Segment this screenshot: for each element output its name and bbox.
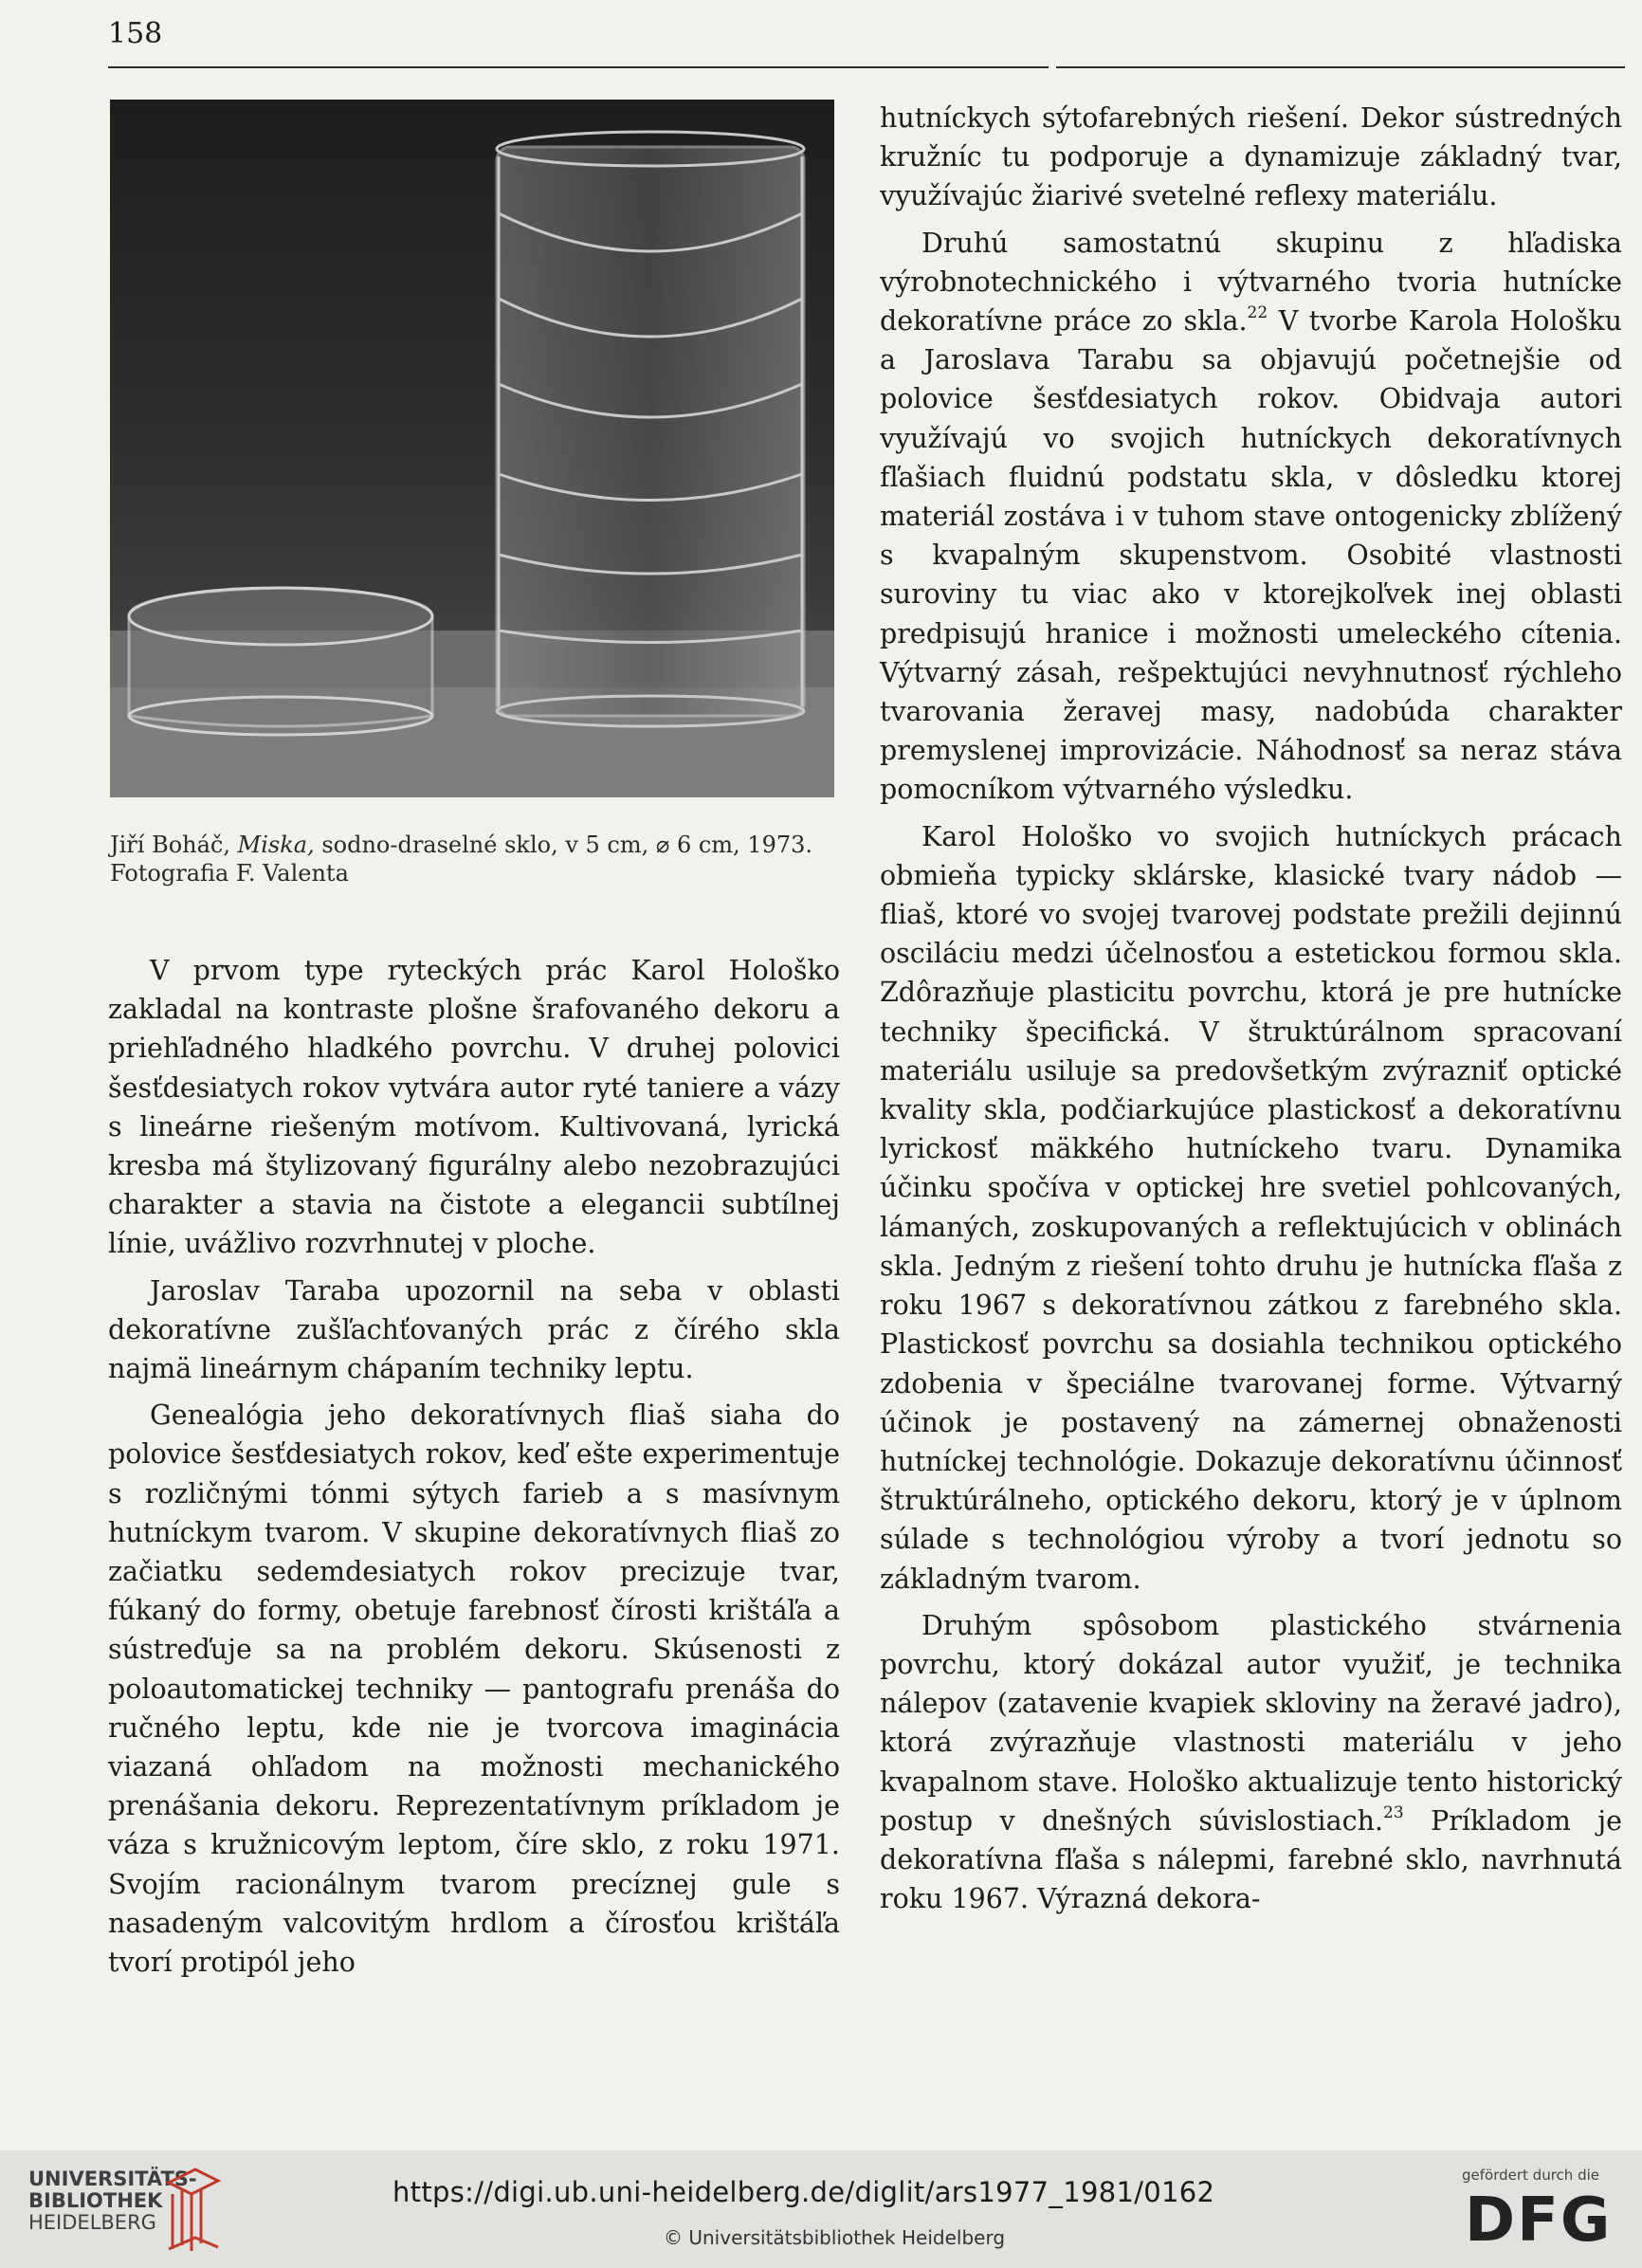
paragraph-text: Druhú samostatnú skupinu z hľadiska výrobnotechnického i výtvarného tvoria hutnícke dekoratívne práce zo skla.	[880, 227, 1622, 338]
caption-author: Jiří Boháč,	[110, 832, 230, 858]
footer-bar	[0, 2150, 1642, 2268]
header-rule-right	[1056, 66, 1625, 68]
left-paragraph: Jaroslav Taraba upozornil na seba v oblasti dekoratívne zušľachťovaných prác z čírého skla najmä lineárnym chápaním techniky leptu.	[108, 1274, 840, 1385]
library-line: BIBLIOTHEK	[28, 2189, 163, 2212]
page-number: 158	[108, 17, 163, 50]
library-logo-icon[interactable]	[163, 2164, 224, 2255]
paragraph-text: V tvorbe Karola Hološku a Jaroslava Tarabu sa objavujú početnejšie od polovice šesťdesiatych rokov. Obidvaja autori využívajú vo svojich hutníckych dekoratívnych fľašiach fluidnú podstatu skla, v dôsledku ktorej materiál zostáva i v tuhom stave ontogenicky zblížený s kvapalným skupenstvom. Osobité vlastnosti suroviny tu viac ako v ktorejkoľvek inej oblasti predpisujú hranice i možnosti umeleckého cítenia. Výtvarný zásah, rešpektujúci nevyhnutnosť rýchleho tvarovania žeravej masy, nadobúda charakter premyslenej improvizácie. Náhodnosť sa neraz stáva pomocníkom výtvarného výsledku.	[880, 305, 1622, 806]
dfg-logo[interactable]: DFG	[1465, 2186, 1613, 2256]
glass-bowls-illustration	[110, 100, 834, 797]
caption-details: sodno-draselné sklo, v 5 cm, ⌀ 6 cm, 1973. Fotografia F. Valenta	[110, 832, 813, 887]
right-text-column	[880, 99, 1622, 1926]
paragraph-text: Príkladom je dekoratívna fľaša s nálepmi, farebné sklo, navrhnutá roku 1967. Výrazná dekora-	[880, 1804, 1622, 1915]
glass-bowls-photo	[110, 100, 834, 797]
paragraph-text: Druhým spôsobom plastického stvárnenia povrchu, ktorý dokázal autor využiť, je technika nálepov (zatavenie kvapiek skloviny na žeravé jadro), ktorá zvýrazňuje vlastnosti materiálu v jeho kvapalnom stave. Hološko aktualizuje tento historický postup v dnešných súvislostiach.	[880, 1609, 1622, 1837]
permalink[interactable]: https://digi.ub.uni-heidelberg.de/diglit/ars1977_1981/0162	[392, 2176, 1215, 2208]
right-paragraph	[880, 1606, 1622, 1919]
right-paragraph: hutníckych sýtofarebných riešení. Dekor sústredných kružníc tu podporuje a dynamizuje základný tvar, využívajúc žiarivé svetelné reflexy materiálu.	[880, 102, 1622, 212]
caption-title: Miska,	[237, 832, 315, 858]
library-line: HEIDELBERG	[28, 2211, 156, 2234]
copyright-notice: © Universitätsbibliothek Heidelberg	[664, 2226, 1006, 2249]
footnote-ref[interactable]: 22	[1247, 303, 1268, 323]
left-text-column	[108, 951, 840, 1989]
right-paragraph: Karol Hološko vo svojich hutníckych prácach obmieňa typicky sklárske, klasické tvary nádob — fliaš, ktoré vo svojej tvarovej podstate prežili dejinnú osciláciu medzi účelnosťou a estetickou formou skla. Zdôrazňuje plasticitu povrchu, ktorá je pre hutnícke techniky špecifická. V štruktúrálnom spracovaní materiálu usiluje sa predovšetkým zvýrazniť optické kvality skla, podčiarkujúce plastickosť a dekoratívnu lyrickosť mäkkého hutníckeho tvaru. Dynamika účinku spočíva v optickej hre svetiel pohlcovaných, lámaných, zoskupovaných a reflektujúcich v oblinách skla. Jedným z riešení tohto druhu je hutnícka fľaša z roku 1967 s dekoratívnou zátkou z farebného skla. Plastickosť povrchu sa dosiahla technikou optického zdobenia v špeciálne tvarovanej forme. Výtvarný účinok je postavený na zámernej obnaženosti hutníckej technológie. Dokazuje dekoratívnu účinnosť štruktúrálneho, optického dekoru, ktorý je v úplnom súlade s technológiou výroby a tvorí jednotu so základným tvarom.	[880, 820, 1622, 1595]
right-paragraph	[880, 224, 1622, 810]
funding-label: gefördert durch die	[1462, 2167, 1599, 2184]
footnote-ref[interactable]: 23	[1383, 1802, 1404, 1822]
photo-caption	[110, 831, 840, 887]
header-rule-left	[108, 66, 1049, 68]
left-paragraph: Genealógia jeho dekoratívnych fliaš siaha do polovice šesťdesiatych rokov, keď ešte experimentuje s rozličnými tónmi sýtych farieb a s masívnym hutníckym tvarom. V skupine dekoratívnych fliaš zo začiatku sedemdesiatych rokov precizuje tvar, fúkaný do formy, obetuje farebnosť čírosti krištáľa a sústreďuje sa na problém dekoru. Skúsenosti z poloautomatickej techniky — pantografu prenáša do ručného leptu, kde nie je tvorcova imaginácia viazaná ohľadom na možnosti mechanického prenášania dekoru. Reprezentatívnym príkladom je váza s kružnicovým leptom, číre sklo, z roku 1971. Svojím racionálnym tvarom precíznej gule s nasadeným valcovitým hrdlom a čírosťou krištáľa tvorí protipól jeho	[108, 1399, 840, 1979]
left-paragraph: V prvom type ryteckých prác Karol Hološko zakladal na kontraste plošne šrafovaného dekoru a priehľadného hladkého povrchu. V druhej polovici šesťdesiatych rokov vytvára autor ryté taniere a vázy s lineárne riešeným motívom. Kultivovaná, lyrická kresba má štylizovaný figurálny alebo nezobrazujúci charakter a stavia na čistote a elegancii subtílnej línie, uvážlivo rozvrhnutej v ploche.	[108, 955, 840, 1260]
library-line: UNIVERSITÄTS-	[28, 2167, 197, 2190]
